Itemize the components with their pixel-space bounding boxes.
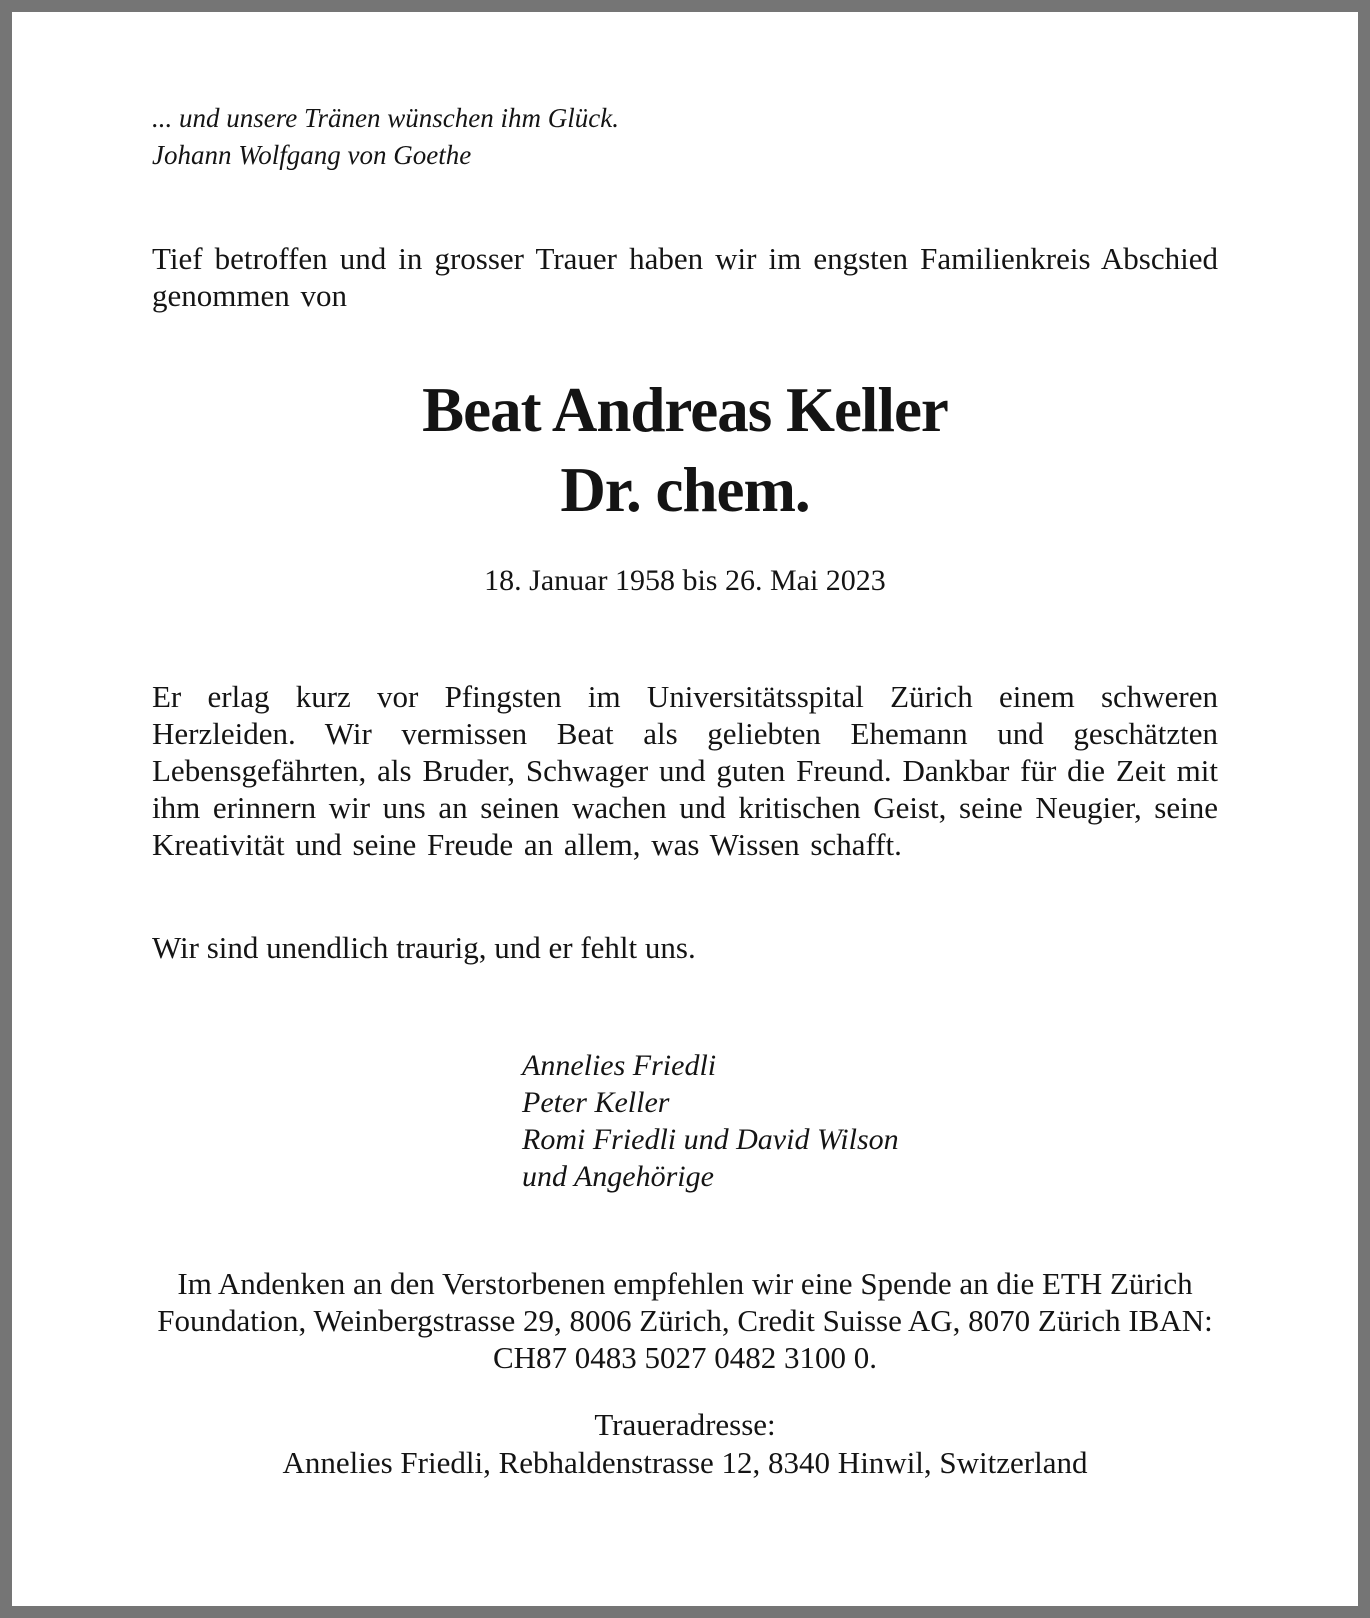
mourner-name: Romi Friedli und David Wilson <box>522 1123 899 1156</box>
sorrow-text: Wir sind unendlich traurig, und er fehlt uns. <box>152 930 696 965</box>
mourning-address: Annelies Friedli, Rebhaldenstrasse 12, 8340 Hinwil, Switzerland <box>282 1445 1088 1480</box>
life-dates: 18. Januar 1958 bis 26. Mai 2023 <box>484 564 886 597</box>
mourner-name: Peter Keller <box>522 1086 670 1119</box>
deceased-name: Beat Andreas Keller <box>422 375 948 445</box>
mourner-name: Annelies Friedli <box>522 1049 717 1082</box>
intro-text: Tief betroffen und in grosser Trauer haben wir im engsten Familienkreis Abschied genommen von <box>152 241 1218 313</box>
obituary-text: Er erlag kurz vor Pfingsten im Universitätsspital Zürich einem schweren Herzleiden. Wir vermissen Beat als geliebten Ehemann und geschätzten Lebensgefährten, als Bruder, Schwager und guten Freund. Dankbar für die Zeit mit ihm erinnern wir uns an seinen wachen und kritischen Geist, seine Neugier, seine Kreativität und seine Freude an allem, was Wissen schafft. <box>152 679 1218 862</box>
mourning-address-label: Traueradresse: <box>594 1407 776 1442</box>
deceased-title: Dr. chem. <box>560 455 810 525</box>
donation-text: Im Andenken an den Verstorbenen empfehlen wir eine Spende an die ETH Zürich Foundation, Weinbergstrasse 29, 8006 Zürich, Credit Suisse AG, 8070 Zürich IBAN: CH87 0483 5027 0482 3100 0. <box>157 1266 1213 1375</box>
quote-attribution: Johann Wolfgang von Goethe <box>152 140 472 170</box>
mourners-list <box>522 1047 1218 1195</box>
quote-text: ... und unsere Tränen wünschen ihm Glück. <box>152 103 619 133</box>
deceased-name-block <box>152 370 1218 530</box>
mourner-name: und Angehörige <box>522 1160 714 1193</box>
quote-block <box>152 100 1218 174</box>
